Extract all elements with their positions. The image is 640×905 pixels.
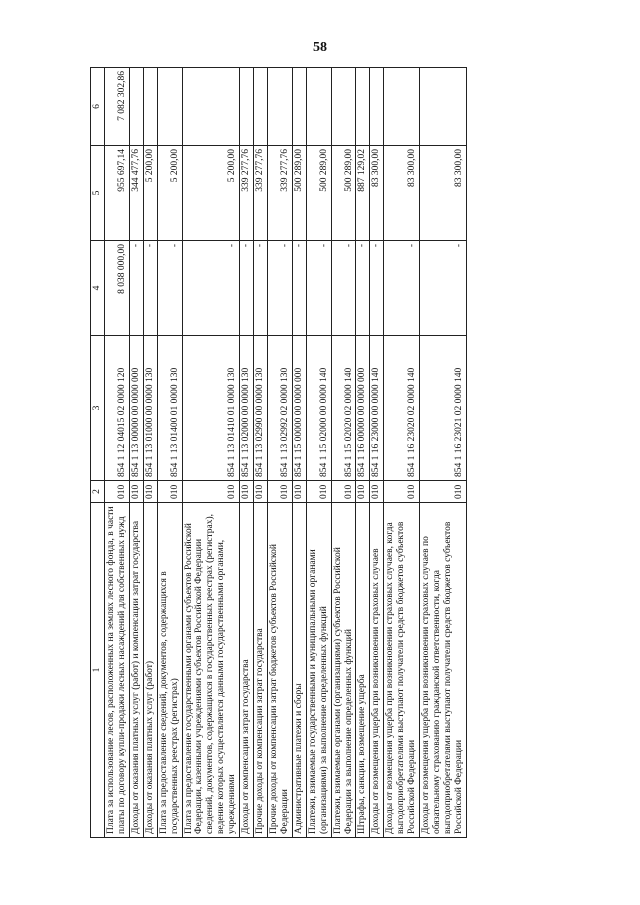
row-kbk-cell: 854 1 16 23021 02 0000 140 — [420, 336, 467, 481]
row-col5-cell: 83 300,00 — [384, 146, 420, 241]
row-col5-cell: 339 277,76 — [240, 146, 254, 241]
row-name-cell: Прочие доходы от компенсации затрат государства — [254, 503, 268, 838]
row-kbk-cell: 854 1 13 01000 00 0000 130 — [143, 336, 157, 481]
table-row — [182, 68, 240, 838]
row-kbk-cell: 854 1 13 00000 00 0000 000 — [129, 336, 143, 481]
row-col5-cell: 887 129,02 — [356, 146, 370, 241]
row-name-cell: Плата за предоставление государственными органами субъектов Российской Федерации, казенными учреждениями субъектов Российской Федерации сведений, документов, содержащихся в государственных реестрах (регистрах), ведение которых осуществляется данными государственными органами, учреждениями — [182, 503, 240, 838]
row-col6-cell — [370, 68, 384, 146]
rotated-table-container — [90, 68, 545, 838]
row-code-cell: 010 — [267, 481, 292, 503]
table-header-row — [91, 68, 105, 838]
table-row — [331, 68, 356, 838]
row-name-cell: Административные платежи и сборы — [292, 503, 306, 838]
row-col6-cell — [157, 68, 182, 146]
row-kbk-cell: 854 1 16 23000 00 0000 140 — [370, 336, 384, 481]
row-col4-cell: - — [331, 241, 356, 336]
row-kbk-cell: 854 1 13 01410 01 0000 130 — [182, 336, 240, 481]
column-header-6: 6 — [91, 68, 105, 146]
row-col5-cell: 83 300,00 — [370, 146, 384, 241]
row-kbk-cell: 854 1 15 02000 00 0000 140 — [306, 336, 331, 481]
row-name-cell: Плата за использование лесов, расположенных на землях лесного фонда, в части платы по договору купли-продажи лесных насаждений для собственных нужд — [105, 503, 130, 838]
row-kbk-cell: 854 1 12 04015 02 0000 120 — [105, 336, 130, 481]
row-name-cell: Доходы от оказания платных услуг (работ) — [143, 503, 157, 838]
row-col5-cell: 5 200,00 — [143, 146, 157, 241]
row-code-cell: 010 — [370, 481, 384, 503]
row-col4-cell: - — [240, 241, 254, 336]
table-row — [292, 68, 306, 838]
row-col6-cell — [129, 68, 143, 146]
row-code-cell: 010 — [254, 481, 268, 503]
row-name-cell: Штрафы, санкции, возмещение ущерба — [356, 503, 370, 838]
row-col5-cell: 500 289,00 — [292, 146, 306, 241]
row-col6-cell — [331, 68, 356, 146]
table-row — [267, 68, 292, 838]
row-col6-cell — [267, 68, 292, 146]
column-header-3: 3 — [91, 336, 105, 481]
row-col5-cell: 339 277,76 — [254, 146, 268, 241]
row-code-cell: 010 — [182, 481, 240, 503]
table-row — [143, 68, 157, 838]
column-header-1: 1 — [91, 503, 105, 838]
row-code-cell: 010 — [306, 481, 331, 503]
row-col4-cell: - — [129, 241, 143, 336]
row-kbk-cell: 854 1 16 00000 00 0000 000 — [356, 336, 370, 481]
row-code-cell: 010 — [105, 481, 130, 503]
row-col6-cell — [254, 68, 268, 146]
row-name-cell: Платежи, взимаемые государственными и муниципальными органами (организациями) за выполнение определенных функций — [306, 503, 331, 838]
row-name-cell: Доходы от компенсации затрат государства — [240, 503, 254, 838]
row-code-cell: 010 — [143, 481, 157, 503]
income-table — [90, 67, 467, 838]
row-col4-cell: - — [182, 241, 240, 336]
row-col4-cell: - — [267, 241, 292, 336]
row-col4-cell: - — [254, 241, 268, 336]
row-col4-cell: - — [356, 241, 370, 336]
row-col4-cell: - — [157, 241, 182, 336]
row-code-cell: 010 — [384, 481, 420, 503]
row-col4-cell: - — [420, 241, 467, 336]
row-kbk-cell: 854 1 13 02000 00 0000 130 — [240, 336, 254, 481]
row-name-cell: Плата за предоставление сведений, документов, содержащихся в государственных реестрах (регистрах) — [157, 503, 182, 838]
row-kbk-cell: 854 1 13 01400 01 0000 130 — [157, 336, 182, 481]
table-row — [240, 68, 254, 838]
row-kbk-cell: 854 1 16 23020 02 0000 140 — [384, 336, 420, 481]
table-row — [356, 68, 370, 838]
row-col6-cell — [143, 68, 157, 146]
row-name-cell: Платежи, взимаемые органами (организациями) субъектов Российской Федерации за выполнение определенных функций — [331, 503, 356, 838]
row-col6-cell — [384, 68, 420, 146]
row-kbk-cell: 854 1 15 00000 00 0000 000 — [292, 336, 306, 481]
row-col6-cell — [356, 68, 370, 146]
row-col6-cell — [306, 68, 331, 146]
row-code-cell: 010 — [292, 481, 306, 503]
column-header-2: 2 — [91, 481, 105, 503]
row-col5-cell: 500 289,00 — [331, 146, 356, 241]
column-header-5: 5 — [91, 146, 105, 241]
table-row — [129, 68, 143, 838]
row-col5-cell: 500 289,00 — [306, 146, 331, 241]
row-code-cell: 010 — [240, 481, 254, 503]
row-col5-cell: 83 300,00 — [420, 146, 467, 241]
table-row — [370, 68, 384, 838]
table-row — [306, 68, 331, 838]
table-row — [157, 68, 182, 838]
row-col6-cell — [420, 68, 467, 146]
table-row — [420, 68, 467, 838]
row-col4-cell: 8 038 000,00 — [105, 241, 130, 336]
row-col5-cell: 955 697,14 — [105, 146, 130, 241]
row-code-cell: 010 — [157, 481, 182, 503]
row-col4-cell: - — [292, 241, 306, 336]
row-name-cell: Прочие доходы от компенсации затрат бюджетов субъектов Российской Федерации — [267, 503, 292, 838]
table-row — [105, 68, 130, 838]
row-name-cell: Доходы от оказания платных услуг (работ) и компенсации затрат государства — [129, 503, 143, 838]
table-row — [254, 68, 268, 838]
row-col6-cell — [292, 68, 306, 146]
row-col6-cell — [182, 68, 240, 146]
row-col6-cell: 7 082 302,86 — [105, 68, 130, 146]
row-col5-cell: 5 200,00 — [182, 146, 240, 241]
row-col4-cell: - — [370, 241, 384, 336]
column-header-4: 4 — [91, 241, 105, 336]
page-number: 58 — [313, 40, 327, 55]
row-col5-cell: 344 477,76 — [129, 146, 143, 241]
row-col4-cell: - — [143, 241, 157, 336]
row-name-cell: Доходы от возмещения ущерба при возникновении страховых случаев по обязательному страхованию гражданской ответственности, когда выгодоприобретателями выступают получатели средств бюджетов субъектов Российской Федерации — [420, 503, 467, 838]
table-body — [105, 68, 467, 838]
row-name-cell: Доходы от возмещения ущерба при возникновении страховых случаев, когда выгодоприобретателями выступают получатели средств бюджетов субъектов Российской Федерации — [384, 503, 420, 838]
row-col4-cell: - — [384, 241, 420, 336]
row-kbk-cell: 854 1 13 02992 02 0000 130 — [267, 336, 292, 481]
row-code-cell: 010 — [356, 481, 370, 503]
row-code-cell: 010 — [331, 481, 356, 503]
row-name-cell: Доходы от возмещения ущерба при возникновении страховых случаев — [370, 503, 384, 838]
row-col4-cell: - — [306, 241, 331, 336]
table-row — [384, 68, 420, 838]
row-col6-cell — [240, 68, 254, 146]
row-kbk-cell: 854 1 15 02020 02 0000 140 — [331, 336, 356, 481]
row-kbk-cell: 854 1 13 02990 00 0000 130 — [254, 336, 268, 481]
row-code-cell: 010 — [420, 481, 467, 503]
row-code-cell: 010 — [129, 481, 143, 503]
row-col5-cell: 339 277,76 — [267, 146, 292, 241]
row-col5-cell: 5 200,00 — [157, 146, 182, 241]
